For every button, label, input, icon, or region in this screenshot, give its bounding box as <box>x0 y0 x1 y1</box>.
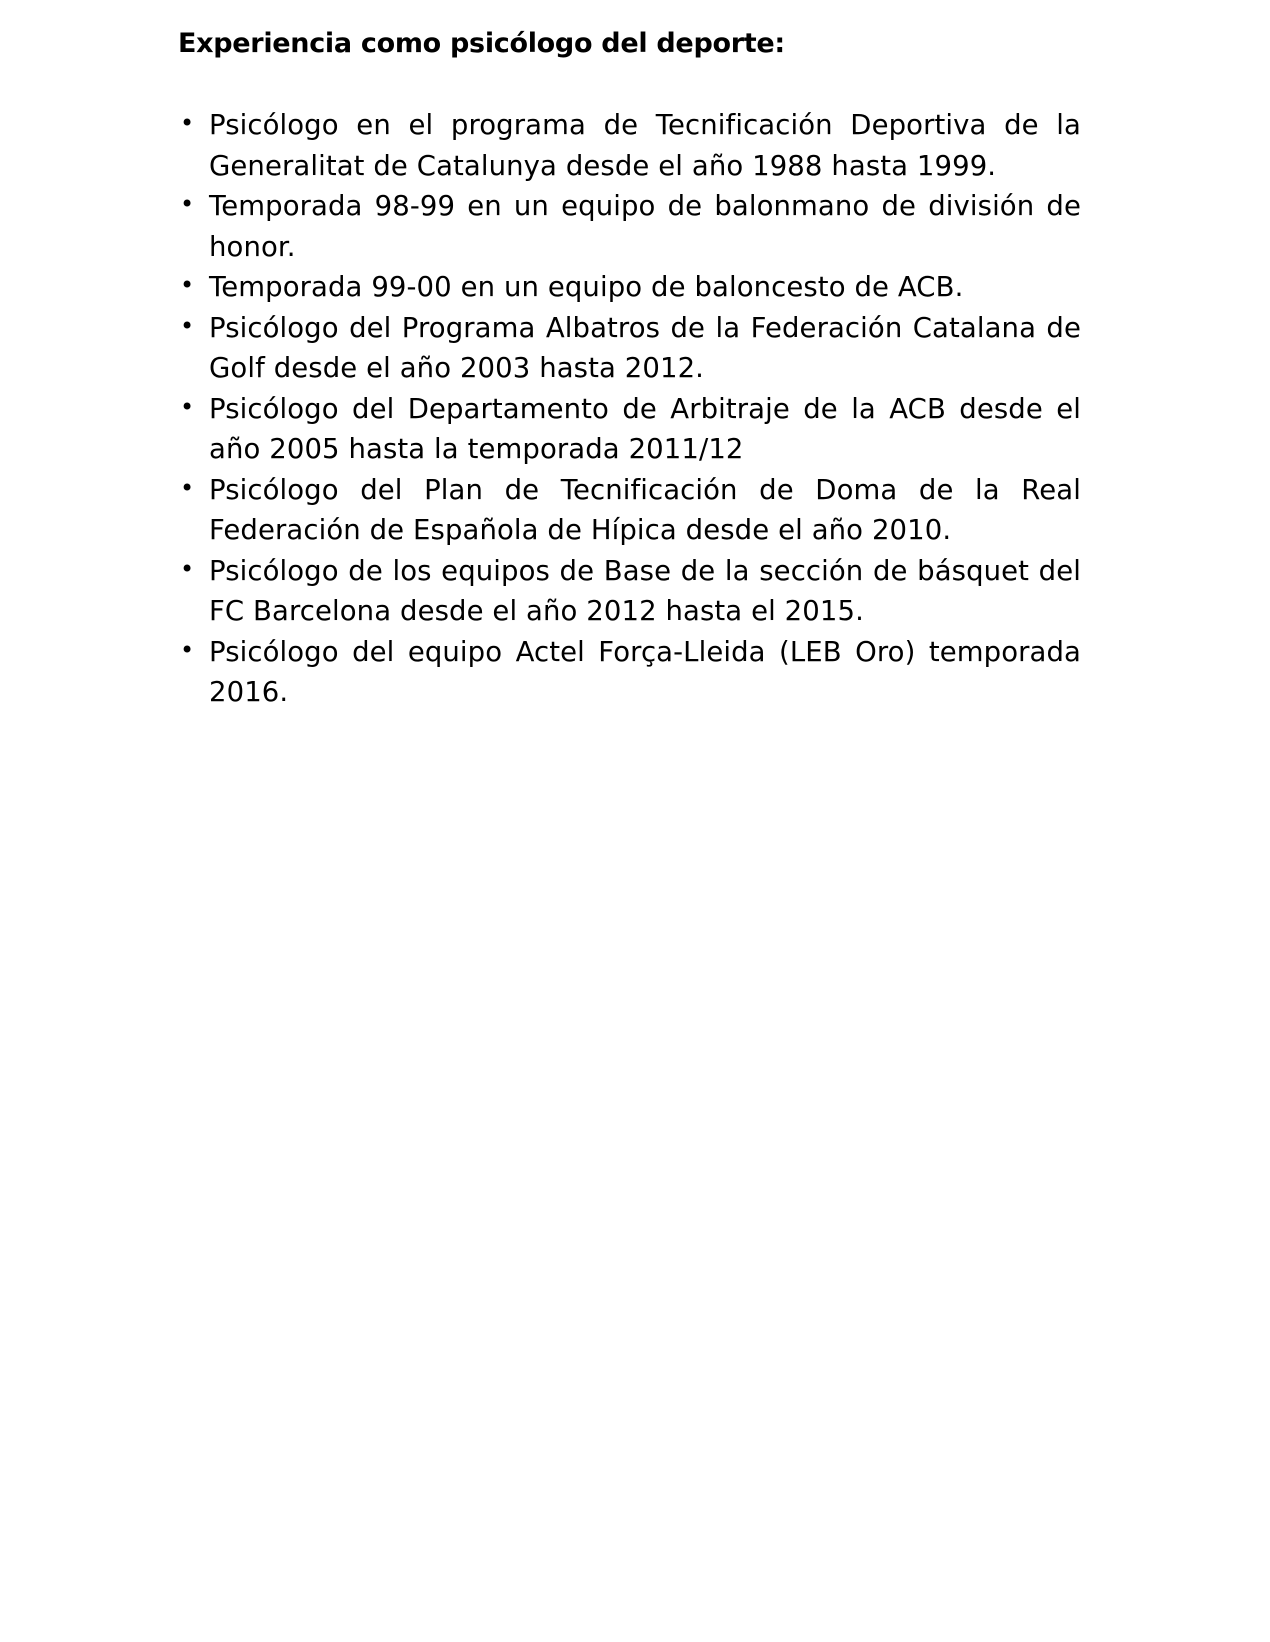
list-item-text: Temporada 98-99 en un equipo de balonmano de división de honor. <box>209 190 1081 263</box>
list-item-text: Temporada 99-00 en un equipo de baloncesto de ACB. <box>209 271 964 303</box>
bullet-icon: • <box>180 473 195 502</box>
list-item <box>178 389 1081 470</box>
list-item <box>178 308 1081 389</box>
list-item <box>178 267 1081 308</box>
list-item <box>178 551 1081 632</box>
list-item <box>178 470 1081 551</box>
list-item-text: Psicólogo del Plan de Tecnificación de Doma de la Real Federación de Española de Hípica desde el año 2010. <box>209 473 1081 546</box>
list-item-text: Psicólogo en el programa de Tecnificación Deportiva de la Generalitat de Catalunya desde el año 1988 hasta 1999. <box>209 109 1081 182</box>
list-item-text: Psicólogo de los equipos de Base de la sección de básquet del FC Barcelona desde el año 2012 hasta el 2015. <box>209 554 1081 627</box>
section-heading: Experiencia como psicólogo del deporte: <box>178 28 785 59</box>
list-item-text: Psicólogo del Programa Albatros de la Federación Catalana de Golf desde el año 2003 hasta 2012. <box>209 311 1081 384</box>
bullet-icon: • <box>180 635 195 664</box>
experience-list <box>178 105 1081 713</box>
bullet-icon: • <box>180 392 195 421</box>
bullet-icon: • <box>180 190 195 218</box>
list-item <box>178 105 1081 186</box>
bullet-icon: • <box>180 271 195 299</box>
list-item <box>178 186 1081 267</box>
list-item-text: Psicólogo del equipo Actel Força-Lleida (LEB Oro) temporada 2016. <box>209 635 1081 708</box>
list-item <box>178 632 1081 713</box>
bullet-icon: • <box>180 109 195 137</box>
bullet-icon: • <box>180 311 195 340</box>
bullet-icon: • <box>180 554 195 583</box>
list-item-text: Psicólogo del Departamento de Arbitraje de la ACB desde el año 2005 hasta la temporada 2011/12 <box>209 392 1081 465</box>
